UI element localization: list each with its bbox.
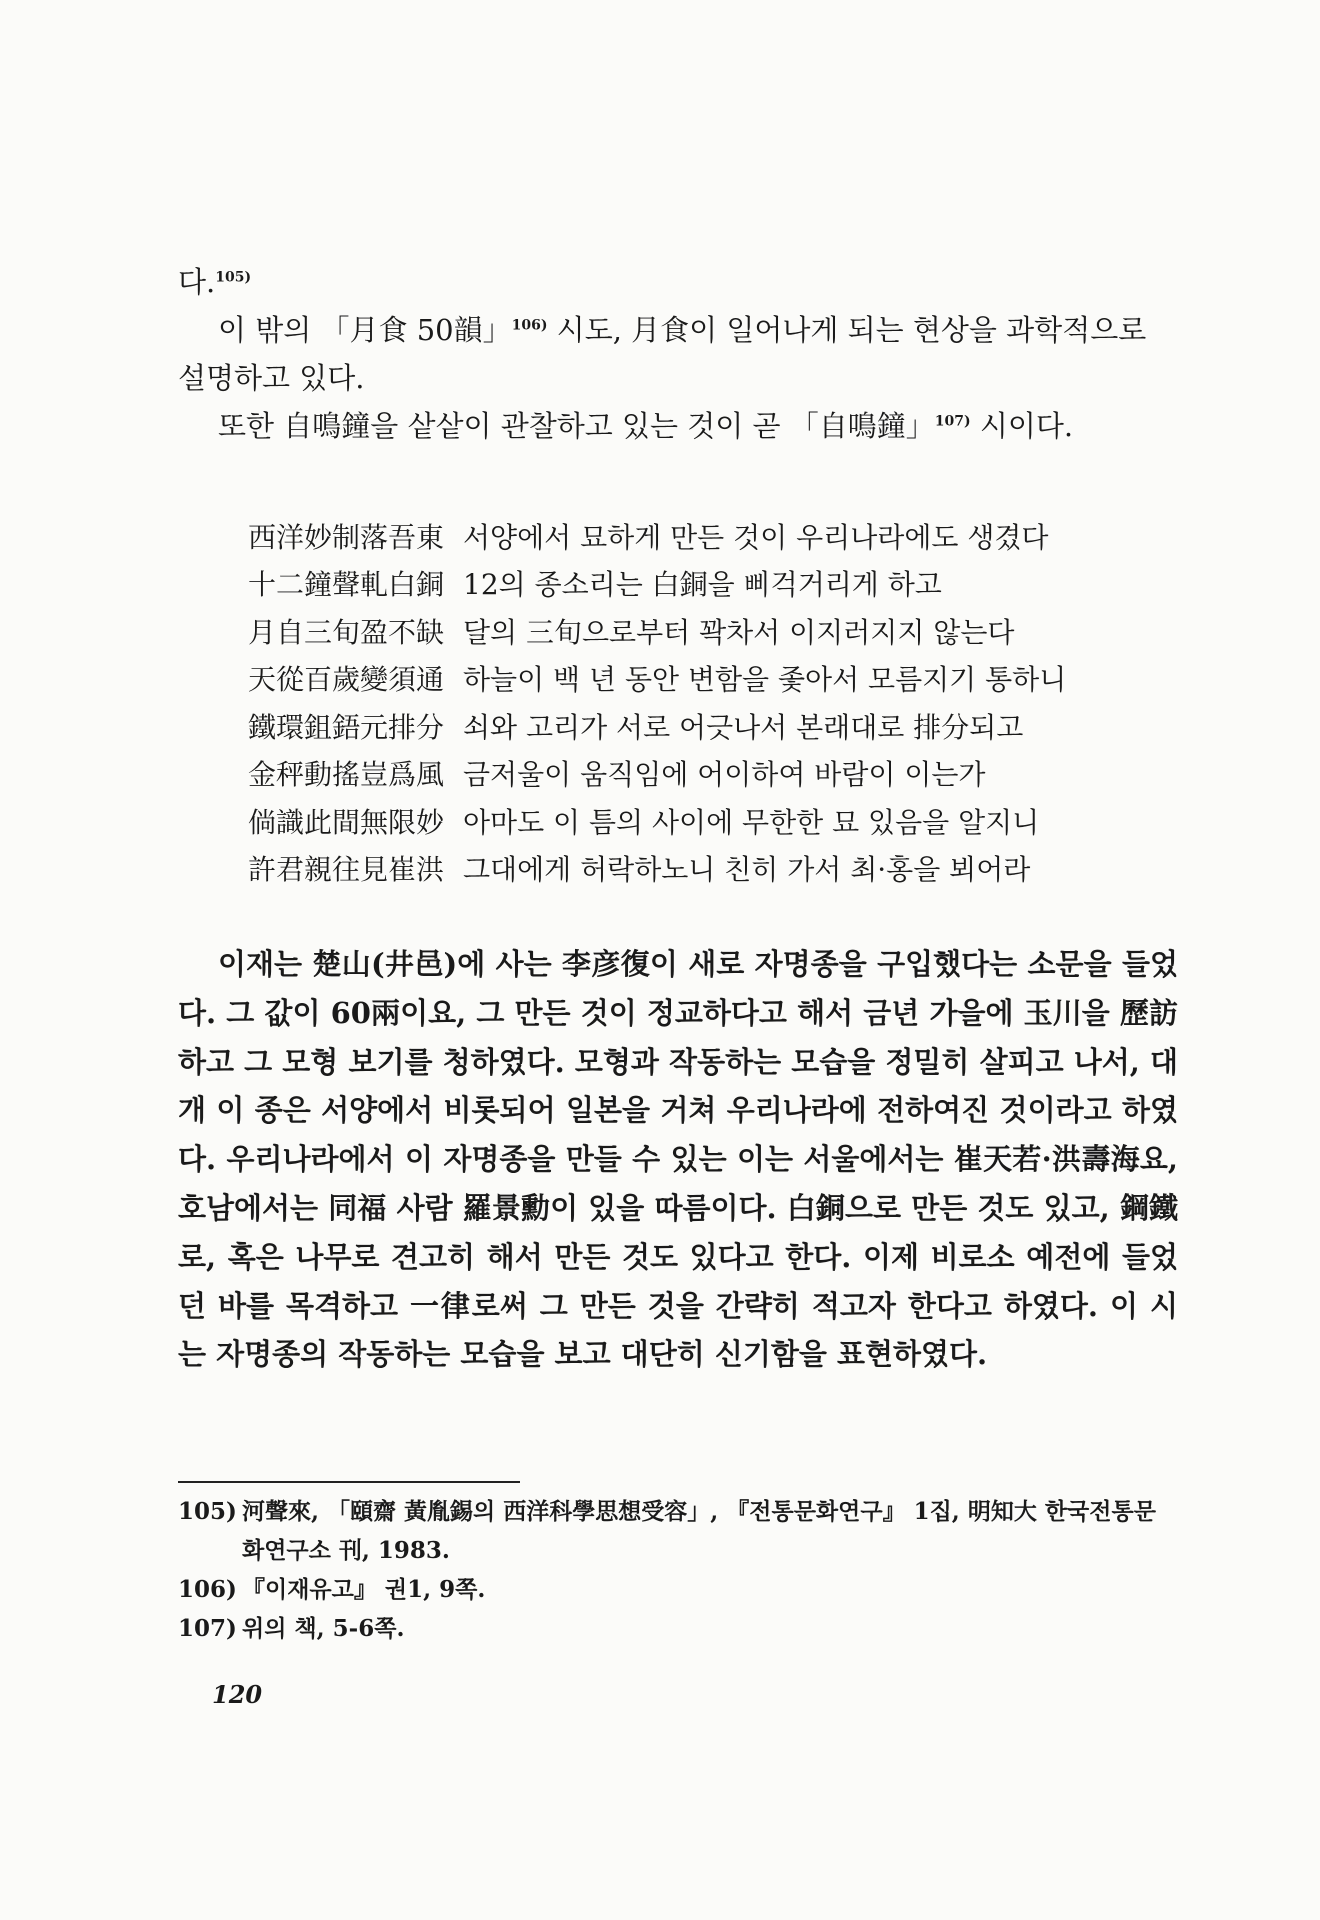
poem [248, 512, 1178, 892]
intro-paragraph-2 [178, 306, 1178, 402]
poem-translation: 쇠와 고리가 서로 어긋나서 본래대로 排分되고 [463, 710, 1024, 744]
intro-p2-after: 시도, 月食이 일어나게 되는 현상을 과학적으로 설명하고 있다. [178, 313, 1147, 395]
poem-line [248, 655, 1178, 703]
poem-translation: 하늘이 백 년 동안 변함을 좇아서 모름지기 통하니 [463, 663, 1067, 697]
poem-line [248, 797, 1178, 845]
footnote-106 [178, 1570, 1178, 1609]
footnote-number: 106) [178, 1576, 237, 1603]
intro-p3-before: 또한 自鳴鐘을 샅샅이 관찰하고 있는 것이 곧 「自鳴鐘」 [218, 409, 935, 443]
footnote-text: 河聲來, 「頤齋 黃胤錫의 西洋科學思想受容」, 『전통문화연구』 1집, 明知大 한국전통문화연구소 刊, 1983. [242, 1498, 1156, 1564]
poem-hanja: 許君親往見崔洪 [248, 853, 445, 887]
poem-translation: 그대에게 허락하노니 친히 가서 최·홍을 뵈어라 [463, 853, 1031, 887]
poem-translation: 금저울이 움직임에 어이하여 바람이 이는가 [463, 758, 986, 792]
footnote-ref-105: 105) [215, 269, 252, 286]
footnote-ref-106: 106) [511, 317, 548, 334]
intro-p3-after: 시이다. [970, 409, 1074, 443]
poem-line [248, 560, 1178, 608]
footnote-number: 107) [178, 1615, 237, 1642]
intro-line-1-text: 다. [178, 265, 216, 299]
footnote-text: 위의 책, 5-6쪽. [242, 1615, 405, 1642]
intro-paragraph-3 [178, 402, 1178, 450]
footnote-107 [178, 1609, 1178, 1648]
poem-hanja: 鐵環鉏鋙元排分 [248, 710, 445, 744]
footnote-text: 『이재유고』 권1, 9쪽. [242, 1576, 486, 1603]
footnote-105 [178, 1492, 1178, 1570]
footnote-number: 105) [178, 1498, 237, 1525]
page-number: 120 [212, 1680, 263, 1709]
poem-hanja: 天從百歲變須通 [248, 663, 445, 697]
intro-text [178, 258, 1178, 450]
intro-p2-before: 이 밖의 「月食 50韻」 [218, 313, 512, 347]
poem-line [248, 607, 1178, 655]
poem-hanja: 月自三旬盈不缺 [248, 615, 445, 649]
body-paragraph: 이재는 楚山(井邑)에 사는 李彦復이 새로 자명종을 구입했다는 소문을 들었다. 그 값이 60兩이요, 그 만든 것이 정교하다고 해서 금년 가을에 玉川을 歷訪하고 그 모형 보기를 청하였다. 모형과 작동하는 모습을 정밀히 살피고 나서, 대개 이 종은 서양에서 비롯되어 일본을 거쳐 우리나라에 전하여진 것이라고 하였다. 우리나라에서 이 자명종을 만들 수 있는 이는 서울에서는 崔天若·洪壽海요, 호남에서는 同福 사람 羅景勳이 있을 따름이다. 白銅으로 만든 것도 있고, 鋼鐵로, 혹은 나무로 견고히 해서 만든 것도 있다고 한다. 이제 비로소 예전에 들었던 바를 목격하고 一律로써 그 만든 것을 간략히 적고자 한다고 하였다. 이 시는 자명종의 작동하는 모습을 보고 대단히 신기함을 표현하였다. [178, 947, 1178, 1372]
poem-line [248, 750, 1178, 798]
poem-hanja: 金秤動搖豈爲風 [248, 758, 445, 792]
footnotes [178, 1492, 1178, 1648]
intro-line-1 [178, 258, 1178, 306]
poem-hanja: 西洋妙制落吾東 [248, 520, 445, 554]
poem-translation: 12의 종소리는 白銅을 삐걱거리게 하고 [463, 568, 942, 602]
poem-translation: 서양에서 묘하게 만든 것이 우리나라에도 생겼다 [463, 520, 1049, 554]
poem-hanja: 倘識此間無限妙 [248, 805, 445, 839]
poem-hanja: 十二鐘聲軋白銅 [248, 568, 445, 602]
footnote-ref-107: 107) [934, 413, 971, 430]
footnote-divider [178, 1481, 520, 1483]
poem-translation: 달의 三旬으로부터 꽉차서 이지러지지 않는다 [463, 615, 1015, 649]
poem-line [248, 845, 1178, 893]
poem-translation: 아마도 이 틈의 사이에 무한한 묘 있음을 알지니 [463, 805, 1040, 839]
poem-line [248, 702, 1178, 750]
poem-line [248, 512, 1178, 560]
